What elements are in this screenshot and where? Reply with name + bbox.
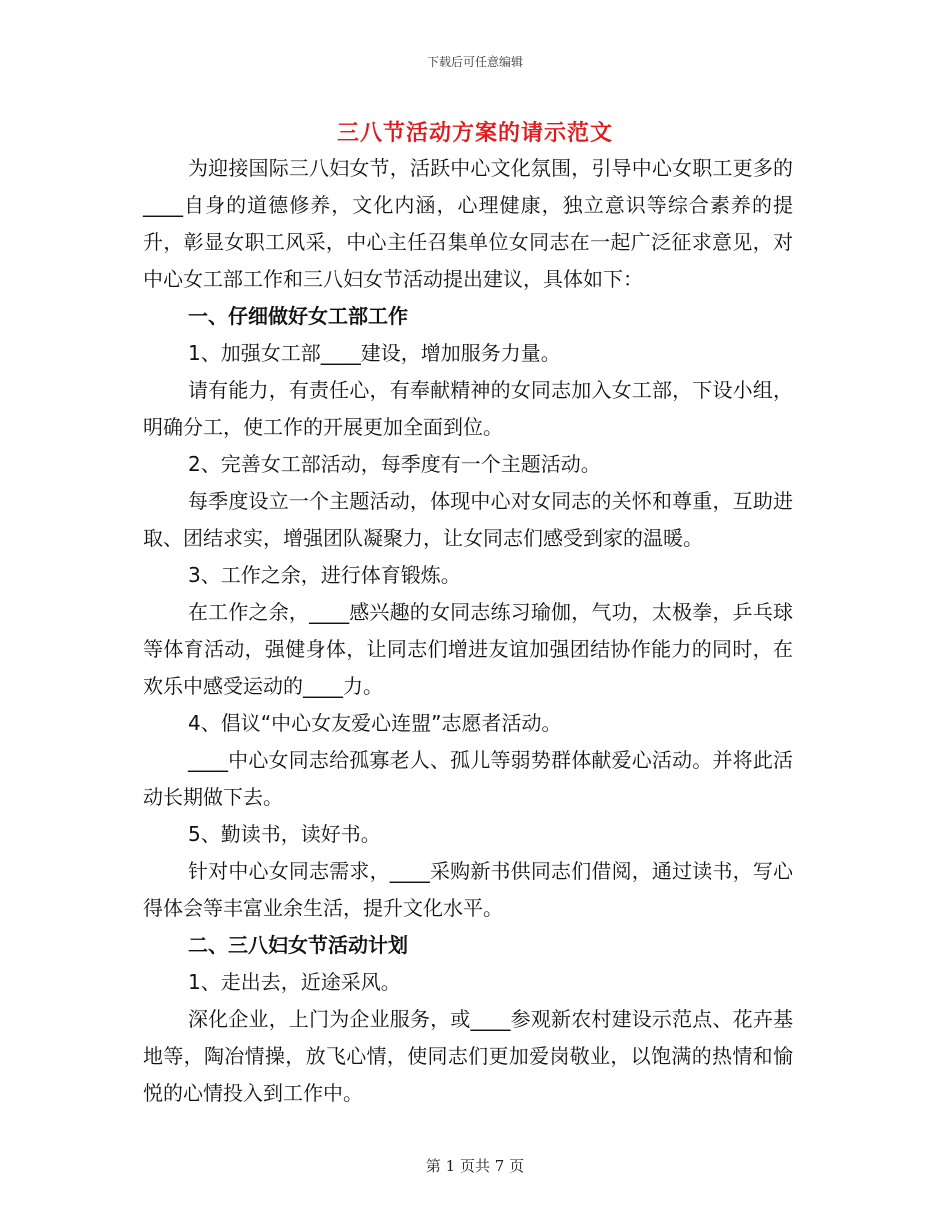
section-heading-1: 一、仔细做好女工部工作 — [188, 304, 408, 328]
item-heading-1-3: 3、工作之余，进行体育锻炼。 — [188, 563, 461, 587]
page-number: 第 1 页共 7 页 — [425, 1157, 525, 1175]
body-paragraph: 针对中心女同志需求，____采购新书供同志们借阅，通过读书，写心得体会等丰富业余生活，提升文化水平。 — [143, 859, 793, 920]
item-heading-1-5: 5、勤读书，读好书。 — [188, 822, 381, 846]
body-paragraph: 深化企业，上门为企业服务，或____参观新农村建设示范点、花卉基地等，陶冶情操，放飞心情，使同志们更加爱岗敬业，以饱满的热情和愉悦的心情投入到工作中。 — [143, 1007, 793, 1105]
document-body — [143, 150, 793, 1112]
section-heading-2: 二、三八妇女节活动计划 — [188, 933, 408, 957]
intro-paragraph: 为迎接国际三八妇女节，活跃中心文化氛围，引导中心女职工更多的____自身的道德修养，文化内涵，心理健康，独立意识等综合素养的提升，彰显女职工风采，中心主任召集单位女同志在一起广泛征求意见，对中心女工部工作和三八妇女节活动提出建议，具体如下： — [143, 156, 793, 291]
body-paragraph: 在工作之余，____感兴趣的女同志练习瑜伽，气功，太极拳，乒乓球等体育活动，强健身体，让同志们增进友谊加强团结协作能力的同时，在欢乐中感受运动的____力。 — [143, 600, 793, 698]
body-paragraph: ____中心女同志给孤寡老人、孤儿等弱势群体献爱心活动。并将此活动长期做下去。 — [143, 748, 793, 809]
document-title: 三八节活动方案的请示范文 — [336, 121, 613, 146]
item-heading-2-1: 1、走出去，近途采风。 — [188, 970, 401, 994]
item-heading-1-1: 1、加强女工部____建设，增加服务力量。 — [188, 341, 561, 365]
header-note: 下载后可任意编辑 — [426, 55, 523, 69]
body-paragraph: 每季度设立一个主题活动，体现中心对女同志的关怀和尊重，互助进取、团结求实，增强团队凝聚力，让女同志们感受到家的温暖。 — [143, 489, 793, 550]
body-paragraph: 请有能力，有责任心，有奉献精神的女同志加入女工部，下设小组，明确分工，使工作的开展更加全面到位。 — [143, 378, 793, 439]
item-heading-1-2: 2、完善女工部活动，每季度有一个主题活动。 — [188, 452, 601, 476]
item-heading-1-4: 4、倡议“中心女友爱心连盟”志愿者活动。 — [188, 711, 562, 735]
